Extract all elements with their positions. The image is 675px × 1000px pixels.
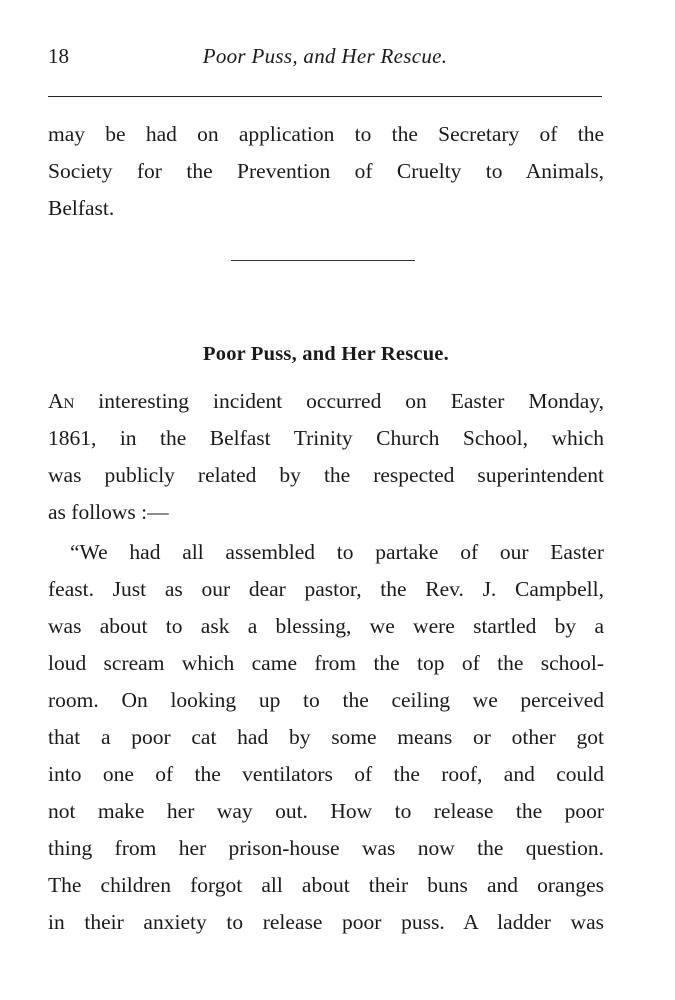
running-title: Poor Puss, and Her Rescue. [202,44,448,68]
text-line [48,383,604,420]
text-line: into one of the ventilators of the roof, and could [48,762,604,786]
text-line: 1861, in the Belfast Trinity Church School, which [48,426,604,450]
text-line: Society for the Prevention of Cruelty to Animals, [48,159,604,183]
text-line: “We had all assembled to partake of our Easter [70,540,604,564]
article-heading: Poor Puss, and Her Rescue. [203,343,449,365]
article-paragraph-1 [48,383,604,531]
text-line: room. On looking up to the ceiling we perceived [48,688,604,712]
text-line: The children forgot all about their buns and oranges [48,873,604,897]
section-separator-rule [231,260,415,261]
text-line: not make her way out. How to release the poor [48,799,604,823]
continuation-paragraph [48,116,604,227]
text-line: feast. Just as our dear pastor, the Rev. J. Campbell, [48,577,604,601]
text-line: that a poor cat had by some means or other got [48,725,604,749]
text-line: thing from her prison-house was now the question. [48,836,604,860]
article-paragraph-2 [48,534,604,941]
text-line: was publicly related by the respected superintendent [48,463,604,487]
text-line: may be had on application to the Secretary of the [48,122,604,146]
text-line: in their anxiety to release poor puss. A ladder was [48,910,604,934]
opening-word: An [48,389,75,413]
text-line-rest: interesting incident occurred on Easter Monday, [74,389,604,413]
page-number: 18 [48,44,69,68]
running-head [48,44,602,74]
text-line: as follows :— [48,500,169,524]
text-line: Belfast. [48,196,115,220]
text-line: was about to ask a blessing, we were startled by a [48,614,604,638]
text-line: loud scream which came from the top of the school- [48,651,604,675]
header-rule [48,96,602,97]
